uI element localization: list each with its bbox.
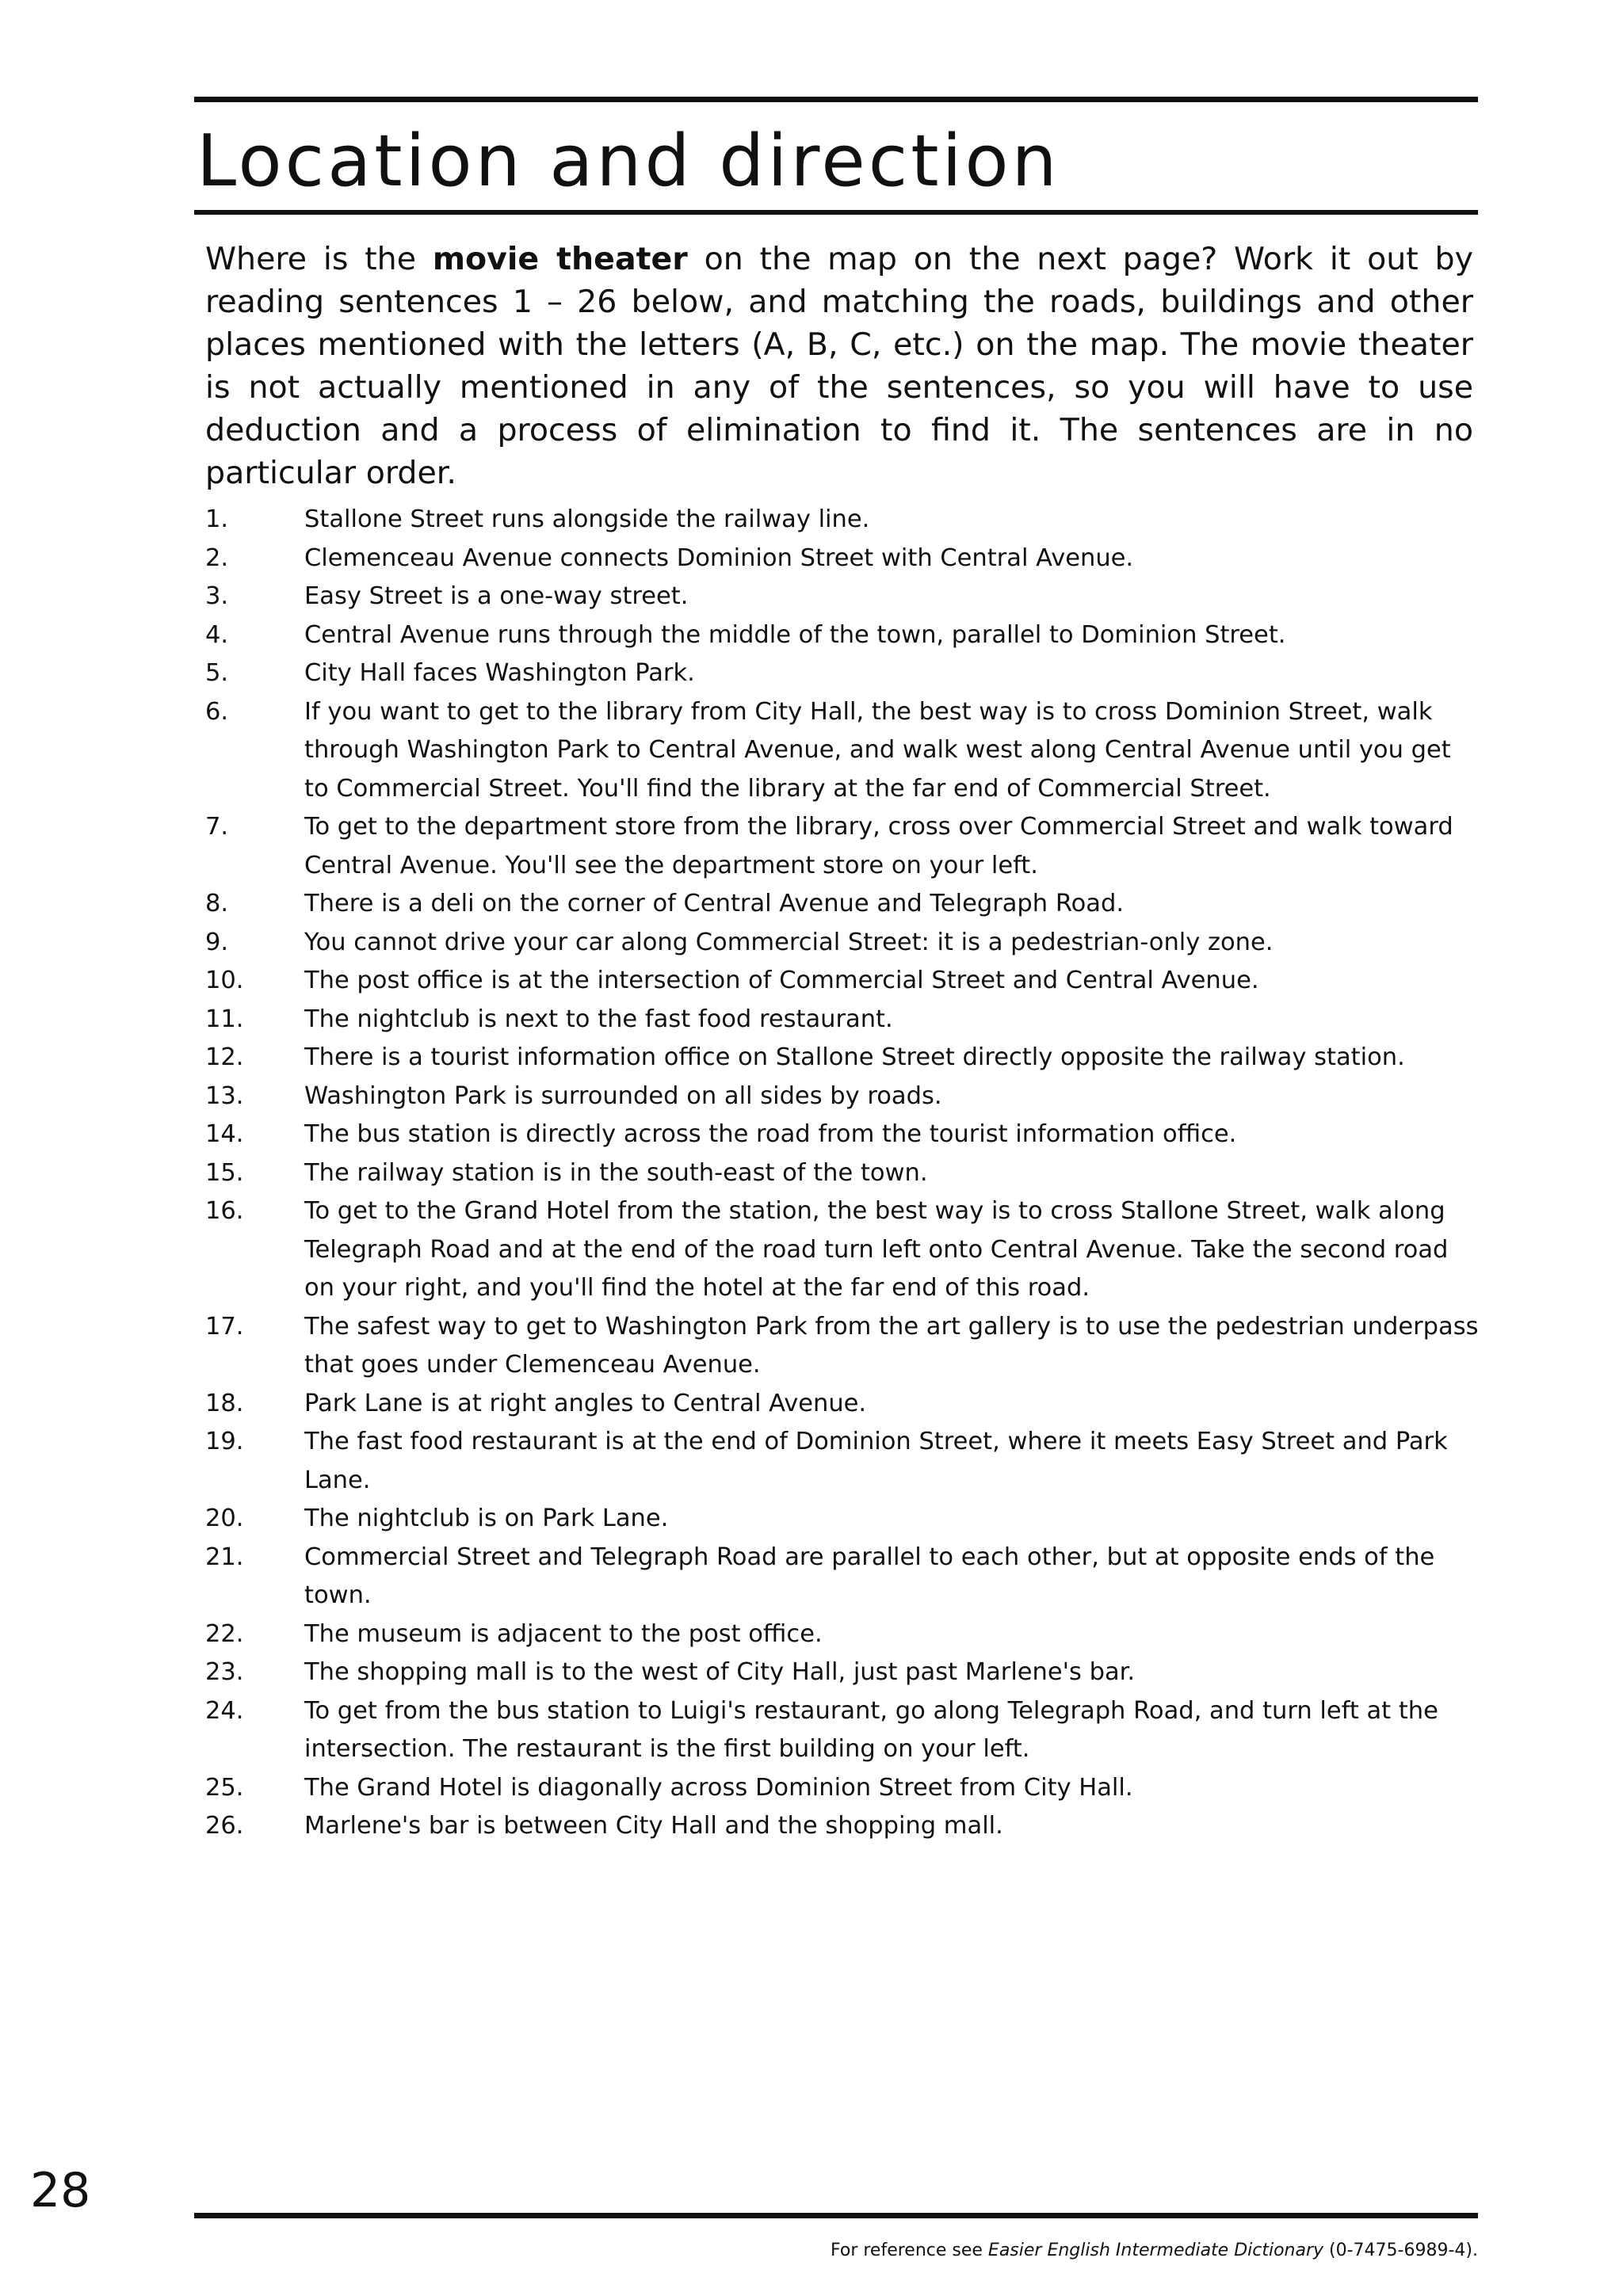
list-item bbox=[205, 654, 1481, 693]
item-number: 23. bbox=[205, 1658, 244, 1686]
intro-bold-keyword: movie theater bbox=[432, 241, 688, 277]
item-number: 6. bbox=[205, 697, 229, 726]
list-item bbox=[205, 1423, 1481, 1500]
list-item bbox=[205, 1154, 1481, 1193]
bottom-rule bbox=[194, 2213, 1478, 2218]
item-text: To get from the bus station to Luigi's restaurant, go along Telegraph Road, and turn left at the intersection. The restaurant is the first building on your left. bbox=[304, 1696, 1438, 1763]
item-text: The safest way to get to Washington Park from the art gallery is to use the pedestrian underpass that goes under Clemenceau Avenue. bbox=[304, 1312, 1479, 1379]
item-number: 16. bbox=[205, 1197, 244, 1225]
list-item bbox=[205, 1539, 1481, 1615]
item-text: There is a deli on the corner of Central Avenue and Telegraph Road. bbox=[304, 890, 1125, 917]
item-text: Clemenceau Avenue connects Dominion Street with Central Avenue. bbox=[304, 543, 1134, 572]
item-number: 20. bbox=[205, 1505, 244, 1532]
item-text: The museum is adjacent to the post office. bbox=[304, 1619, 823, 1648]
sentence-list bbox=[205, 501, 1481, 1846]
footer-dictionary-title: Easier English Intermediate Dictionary bbox=[987, 2241, 1324, 2260]
intro-text-end: on the map on the next page? Work it out by reading sentences 1 – 26 below, and matching the roads, buildings and other places mentioned with the letters (A, B, C, etc.) on the map. The movie theater is not actually mentioned in any of the sentences, so you will have to use deduction and a process of elimination to find it. The sentences are in no particular order. bbox=[205, 241, 1473, 491]
list-item bbox=[205, 808, 1481, 885]
footer-prefix: For reference see bbox=[830, 2241, 988, 2260]
item-number: 14. bbox=[205, 1120, 244, 1148]
list-item bbox=[205, 962, 1481, 1001]
list-item bbox=[205, 1500, 1481, 1539]
item-number: 12. bbox=[205, 1043, 244, 1071]
item-text: Stallone Street runs alongside the railway line. bbox=[304, 505, 870, 533]
item-text: Washington Park is surrounded on all sides by roads. bbox=[304, 1081, 942, 1110]
list-item bbox=[205, 1039, 1481, 1077]
list-item bbox=[205, 1807, 1481, 1846]
item-text: City Hall faces Washington Park. bbox=[304, 659, 695, 687]
list-item bbox=[205, 1385, 1481, 1424]
item-number: 19. bbox=[205, 1428, 244, 1455]
item-number: 21. bbox=[205, 1543, 244, 1571]
item-text: You cannot drive your car along Commercial Street: it is a pedestrian-only zone. bbox=[304, 928, 1274, 956]
page-title: Location and direction bbox=[197, 120, 1060, 203]
item-number: 13. bbox=[205, 1081, 244, 1110]
list-item bbox=[205, 1615, 1481, 1654]
list-item bbox=[205, 693, 1481, 809]
title-underline-rule bbox=[194, 210, 1478, 215]
list-item bbox=[205, 1077, 1481, 1116]
list-item bbox=[205, 1116, 1481, 1154]
item-text: The nightclub is on Park Lane. bbox=[304, 1505, 669, 1532]
list-item bbox=[205, 1692, 1481, 1769]
item-text: The shopping mall is to the west of City Hall, just past Marlene's bar. bbox=[304, 1658, 1136, 1686]
page-number: 28 bbox=[30, 2163, 91, 2218]
list-item bbox=[205, 924, 1481, 963]
item-number: 17. bbox=[205, 1312, 244, 1341]
item-number: 26. bbox=[205, 1812, 244, 1840]
item-text: To get to the department store from the library, cross over Commercial Street and walk toward Central Avenue. You'll see the department store on your left. bbox=[304, 813, 1453, 879]
intro-paragraph bbox=[205, 238, 1473, 494]
list-item bbox=[205, 578, 1481, 616]
item-text: The bus station is directly across the road from the tourist information office. bbox=[304, 1120, 1237, 1148]
item-number: 5. bbox=[205, 659, 229, 687]
item-text: Park Lane is at right angles to Central Avenue. bbox=[304, 1389, 867, 1417]
item-text: There is a tourist information office on Stallone Street directly opposite the railway station. bbox=[304, 1043, 1405, 1071]
item-text: The Grand Hotel is diagonally across Dominion Street from City Hall. bbox=[304, 1773, 1133, 1802]
item-number: 22. bbox=[205, 1619, 244, 1648]
item-number: 11. bbox=[205, 1005, 244, 1033]
list-item bbox=[205, 1001, 1481, 1039]
list-item bbox=[205, 1192, 1481, 1308]
footer-isbn: (0-7475-6989-4). bbox=[1323, 2241, 1478, 2260]
item-number: 15. bbox=[205, 1158, 244, 1187]
item-text: The nightclub is next to the fast food restaurant. bbox=[304, 1005, 893, 1033]
item-number: 18. bbox=[205, 1389, 244, 1417]
intro-text-start: Where is the bbox=[205, 241, 433, 277]
top-rule bbox=[194, 97, 1478, 102]
item-number: 9. bbox=[205, 928, 229, 956]
item-number: 25. bbox=[205, 1773, 244, 1802]
item-text: The post office is at the intersection of Commercial Street and Central Avenue. bbox=[304, 967, 1259, 994]
item-text: Marlene's bar is between City Hall and the shopping mall. bbox=[304, 1812, 1003, 1840]
item-number: 1. bbox=[205, 505, 229, 533]
list-item bbox=[205, 616, 1481, 655]
item-number: 24. bbox=[205, 1696, 244, 1725]
list-item bbox=[205, 885, 1481, 924]
item-text: To get to the Grand Hotel from the station, the best way is to cross Stallone Street, walk along Telegraph Road and at the end of the road turn left onto Central Avenue. Take the second road on your right, and you'll find the hotel at the far end of this road. bbox=[304, 1197, 1449, 1302]
list-item bbox=[205, 1308, 1481, 1385]
item-text: Easy Street is a one-way street. bbox=[304, 582, 689, 610]
item-number: 3. bbox=[205, 582, 229, 610]
item-text: If you want to get to the library from City Hall, the best way is to cross Dominion Street, walk through Washington Park to Central Avenue, and walk west along Central Avenue until you get to Commercial Street. You'll find the library at the far end of Commercial Street. bbox=[304, 697, 1451, 803]
item-text: Commercial Street and Telegraph Road are parallel to each other, but at opposite ends of the town. bbox=[304, 1543, 1435, 1609]
item-number: 8. bbox=[205, 890, 229, 917]
item-text: The railway station is in the south-east of the town. bbox=[304, 1158, 928, 1187]
list-item bbox=[205, 1769, 1481, 1808]
footer-reference bbox=[831, 2239, 1478, 2263]
item-number: 7. bbox=[205, 813, 229, 841]
list-item bbox=[205, 501, 1481, 540]
item-text: The fast food restaurant is at the end of Dominion Street, where it meets Easy Street and Park Lane. bbox=[304, 1428, 1448, 1494]
item-number: 10. bbox=[205, 967, 244, 994]
item-number: 4. bbox=[205, 620, 229, 649]
list-item bbox=[205, 540, 1481, 578]
item-text: Central Avenue runs through the middle of the town, parallel to Dominion Street. bbox=[304, 620, 1286, 649]
list-item bbox=[205, 1653, 1481, 1692]
item-number: 2. bbox=[205, 543, 229, 572]
